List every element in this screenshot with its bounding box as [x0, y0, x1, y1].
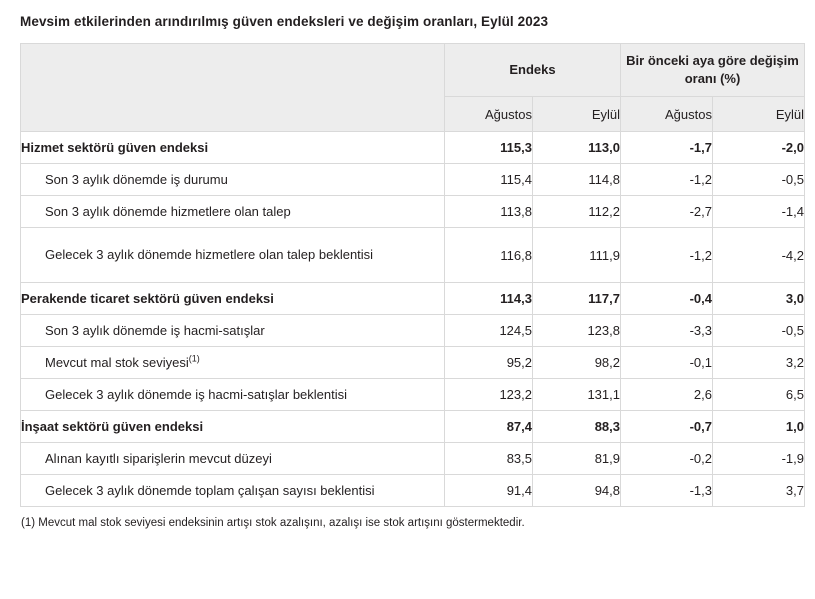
header-group-index: Endeks — [445, 44, 621, 97]
row-change-august: -0,2 — [621, 443, 713, 475]
row-change-september: 6,5 — [713, 379, 805, 411]
header-group-change: Bir önceki aya göre değişim oranı (%) — [621, 44, 805, 97]
table-row — [21, 196, 805, 228]
row-change-september: -0,5 — [713, 315, 805, 347]
table-group-header-row — [21, 44, 805, 97]
row-change-august: -1,2 — [621, 164, 713, 196]
row-change-september: -4,2 — [713, 228, 805, 283]
row-index-august: 95,2 — [445, 347, 533, 379]
table-row — [21, 347, 805, 379]
table-row — [21, 379, 805, 411]
row-change-august: -1,3 — [621, 475, 713, 507]
row-change-september: 1,0 — [713, 411, 805, 443]
row-change-september: 3,7 — [713, 475, 805, 507]
row-index-august: 116,8 — [445, 228, 533, 283]
row-index-august: 124,5 — [445, 315, 533, 347]
row-label: Alınan kayıtlı siparişlerin mevcut düzeyi — [21, 443, 445, 475]
table-row — [21, 228, 805, 283]
row-index-august: 115,3 — [445, 132, 533, 164]
table-row — [21, 443, 805, 475]
row-label: Hizmet sektörü güven endeksi — [21, 132, 445, 164]
row-index-september: 123,8 — [533, 315, 621, 347]
row-change-september: -2,0 — [713, 132, 805, 164]
row-change-august: -1,2 — [621, 228, 713, 283]
row-index-september: 94,8 — [533, 475, 621, 507]
header-index-september: Eylül — [533, 97, 621, 132]
row-label: Son 3 aylık dönemde iş hacmi-satışlar — [21, 315, 445, 347]
row-index-september: 117,7 — [533, 283, 621, 315]
row-label: Gelecek 3 aylık dönemde toplam çalışan sayısı beklentisi — [21, 475, 445, 507]
row-index-september: 111,9 — [533, 228, 621, 283]
row-change-august: 2,6 — [621, 379, 713, 411]
table-header — [21, 44, 805, 132]
page-title: Mevsim etkilerinden arındırılmış güven endeksleri ve değişim oranları, Eylül 2023 — [20, 14, 549, 29]
row-label: Perakende ticaret sektörü güven endeksi — [21, 283, 445, 315]
row-label — [21, 347, 445, 379]
row-label: İnşaat sektörü güven endeksi — [21, 411, 445, 443]
table-row — [21, 475, 805, 507]
table-row — [21, 411, 805, 443]
row-change-august: -3,3 — [621, 315, 713, 347]
row-index-august: 83,5 — [445, 443, 533, 475]
row-change-september: 3,2 — [713, 347, 805, 379]
row-index-september: 81,9 — [533, 443, 621, 475]
row-label: Son 3 aylık dönemde hizmetlere olan talep — [21, 196, 445, 228]
row-label-text: Mevcut mal stok seviyesi — [45, 354, 189, 370]
table-row — [21, 164, 805, 196]
table-row — [21, 132, 805, 164]
row-label: Gelecek 3 aylık dönemde hizmetlere olan talep beklentisi — [21, 228, 445, 283]
table-row — [21, 315, 805, 347]
row-change-september: 3,0 — [713, 283, 805, 315]
row-index-september: 114,8 — [533, 164, 621, 196]
header-blank-corner — [21, 44, 445, 132]
row-label-footnote-marker: (1) — [188, 353, 200, 364]
row-change-september: -1,9 — [713, 443, 805, 475]
row-index-august: 113,8 — [445, 196, 533, 228]
row-index-august: 123,2 — [445, 379, 533, 411]
row-change-august: -0,1 — [621, 347, 713, 379]
header-index-august: Ağustos — [445, 97, 533, 132]
table-row — [21, 283, 805, 315]
row-change-august: -0,7 — [621, 411, 713, 443]
header-change-september: Eylül — [713, 97, 805, 132]
row-label: Gelecek 3 aylık dönemde iş hacmi-satışlar beklentisi — [21, 379, 445, 411]
row-index-august: 114,3 — [445, 283, 533, 315]
row-index-september: 98,2 — [533, 347, 621, 379]
row-change-september: -1,4 — [713, 196, 805, 228]
row-index-september: 88,3 — [533, 411, 621, 443]
row-change-august: -0,4 — [621, 283, 713, 315]
row-change-august: -1,7 — [621, 132, 713, 164]
confidence-index-table — [20, 43, 805, 507]
table-footnote: (1) Mevcut mal stok seviyesi endeksinin artışı stok azalışını, azalışı ise stok artışını göstermektedir. — [21, 517, 525, 529]
table-body — [21, 132, 805, 507]
header-change-august: Ağustos — [621, 97, 713, 132]
row-change-august: -2,7 — [621, 196, 713, 228]
row-index-august: 87,4 — [445, 411, 533, 443]
row-label: Son 3 aylık dönemde iş durumu — [21, 164, 445, 196]
row-change-september: -0,5 — [713, 164, 805, 196]
row-index-august: 91,4 — [445, 475, 533, 507]
row-index-september: 112,2 — [533, 196, 621, 228]
row-index-september: 113,0 — [533, 132, 621, 164]
row-index-september: 131,1 — [533, 379, 621, 411]
row-index-august: 115,4 — [445, 164, 533, 196]
